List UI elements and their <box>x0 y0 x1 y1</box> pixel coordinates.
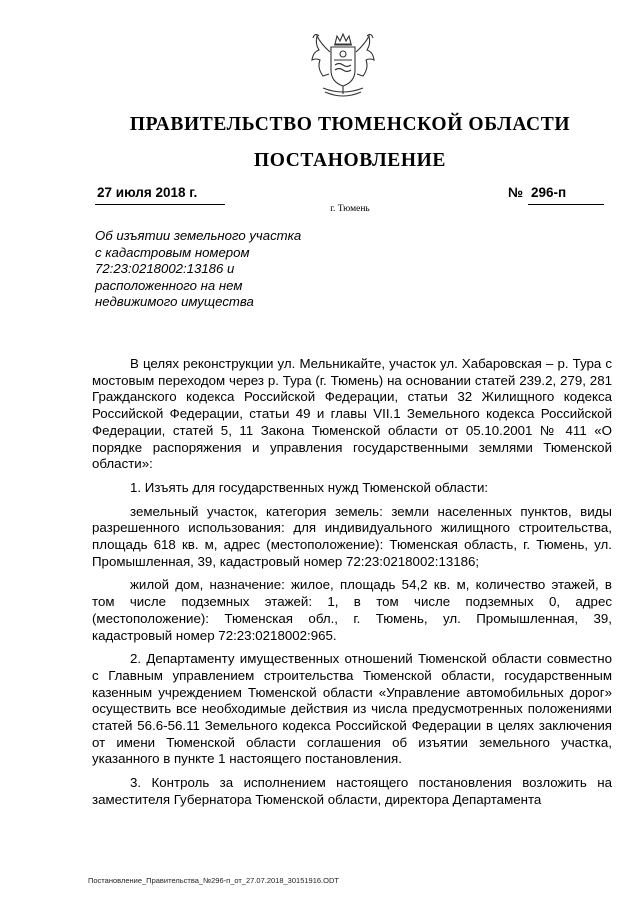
subject-line: с кадастровым номером <box>95 244 250 260</box>
document-body <box>92 356 612 816</box>
organization-name: ПРАВИТЕЛЬСТВО ТЮМЕНСКОЙ ОБЛАСТИ <box>129 114 571 135</box>
preamble-paragraph: В целях реконструкции ул. Мельникайте, участок ул. Хабаровская – р. Тура с мостовым переходом через р. Тура (г. Тюмень) на основании статей 239.2, 279, 281 Гражданского кодекса Российской Федерации, статьи 32 Жилищного кодекса Российской Федерации, статьи 49 и главы VII.1 Земельного кодекса Российской Федерации, статей 5, 11 Закона Тюменской области от 05.10.2001 № 411 «О порядке распоряжения и управления государственными землями Тюменской области»: <box>92 356 612 472</box>
city: г. Тюмень <box>330 204 370 214</box>
subject-line: 72:23:0218002:13186 и <box>95 261 235 277</box>
land-plot-paragraph: земельный участок, категория земель: земли населенных пунктов, виды разрешенного использования: для индивидуального жилищного строительства, площадь 618 кв. м, адрес (местоположение): Тюменская область, г. Тюмень, ул. Промышленная, 39, кадастровый номер 72:23:0218002:13186; <box>92 503 612 569</box>
clause-3-paragraph: 3. Контроль за исполнением настоящего постановления возложить на заместителя Губернатора Тюменской области, директора Департамента <box>92 775 612 807</box>
clause-1-paragraph: 1. Изъять для государственных нужд Тюменской области: <box>130 479 489 495</box>
coat-of-arms-icon <box>303 30 383 102</box>
clause-2-paragraph: 2. Департаменту имущественных отношений Тюменской области совместно с Главным управлением строительства Тюменской области, государственным казенным учреждением Тюменской области «Управление автомобильных дорог» осуществить все необходимые действия из числа предусмотренных положениями статей 56.6-56.11 Земельного кодекса Российской Федерации в целях заключения от имени Тюменской области соглашения об изъятии земельного участка, указанного в пункте 1 настоящего постановления. <box>92 651 612 767</box>
document-subject <box>95 228 325 311</box>
subject-line: Об изъятии земельного участка <box>95 228 302 243</box>
subject-line: недвижимого имущества <box>95 294 254 310</box>
footer-filename: Постановление_Правительства_№296-п_от_27.07.2018_30151916.ODT <box>88 876 339 885</box>
subject-line: расположенного на нем <box>95 277 243 293</box>
document-number: 296-п <box>531 185 567 200</box>
number-label: № <box>508 185 524 200</box>
house-paragraph: жилой дом, назначение: жилое, площадь 54,2 кв. м, количество этажей, в том числе подземных этажей: 1, в том числе подземных 0, адрес (местоположение): Тюменская обл., г. Тюмень, ул. Промышленная, 39, кадастровый номер 72:23:0218002:965. <box>92 577 612 643</box>
document-date: 27 июля 2018 г. <box>97 185 198 200</box>
document-type: ПОСТАНОВЛЕНИЕ <box>253 150 447 171</box>
